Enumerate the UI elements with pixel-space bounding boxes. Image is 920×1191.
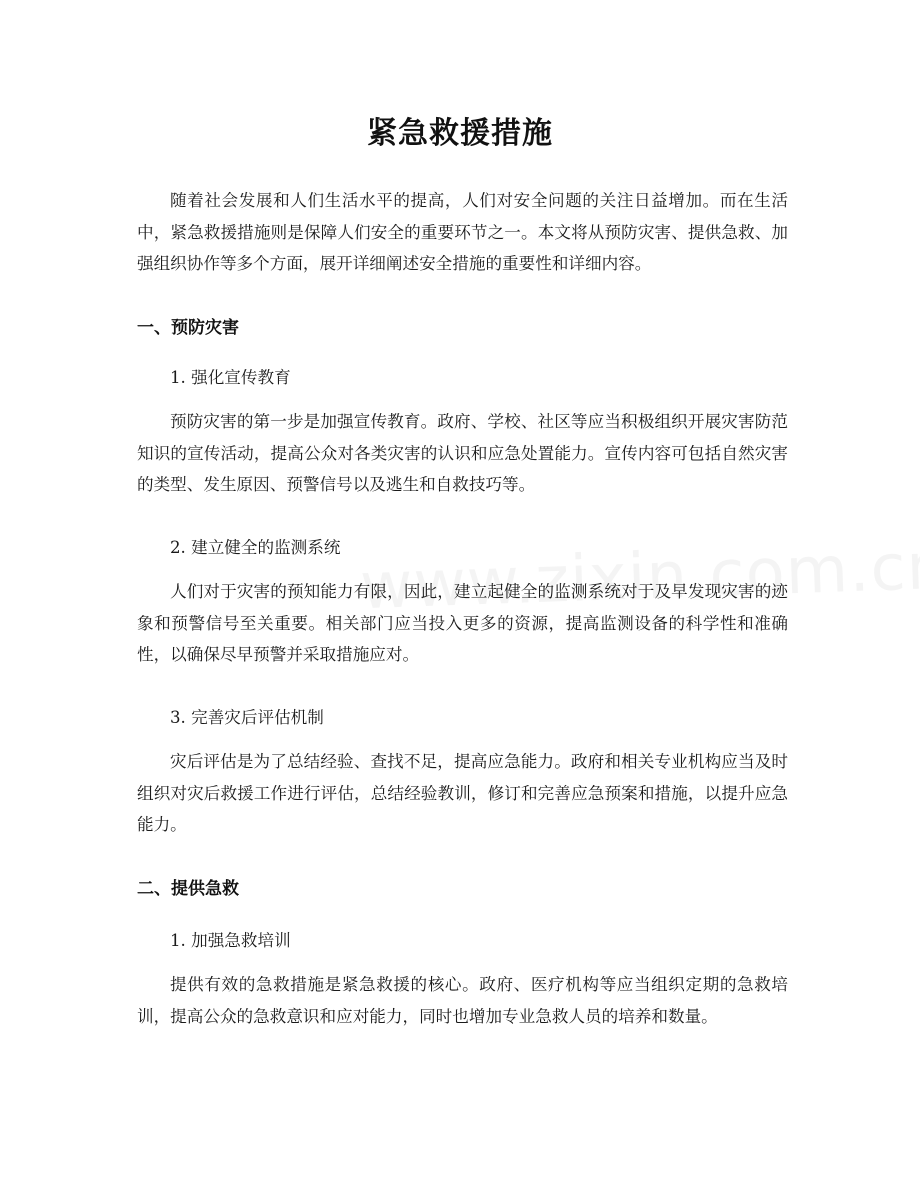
subheading-assessment: 3. 完善灾后评估机制 <box>170 708 324 727</box>
subheading-monitoring: 2. 建立健全的监测系统 <box>170 538 341 557</box>
intro-paragraph: 随着社会发展和人们生活水平的提高，人们对安全问题的关注日益增加。而在生活中，紧急救援措施则是保障人们安全的重要环节之一。本文将从预防灾害、提供急救、加强组织协作等多个方面，展开详细阐述安全措施的重要性和详细内容。 <box>137 191 788 273</box>
subheading-training: 1. 加强急救培训 <box>170 931 291 950</box>
paragraph-monitoring: 人们对于灾害的预知能力有限，因此，建立起健全的监测系统对于及早发现灾害的迹象和预警信号至关重要。相关部门应当投入更多的资源，提高监测设备的科学性和准确性，以确保尽早预警并采取措施应对。 <box>137 582 788 664</box>
paragraph-publicity: 预防灾害的第一步是加强宣传教育。政府、学校、社区等应当积极组织开展灾害防范知识的宣传活动，提高公众对各类灾害的认识和应急处置能力。宣传内容可包括自然灾害的类型、发生原因、预警信号以及逃生和自救技巧等。 <box>137 412 788 494</box>
subheading-publicity: 1. 强化宣传教育 <box>170 368 291 387</box>
paragraph-assessment: 灾后评估是为了总结经验、查找不足，提高应急能力。政府和相关专业机构应当及时组织对灾后救援工作进行评估，总结经验教训，修订和完善应急预案和措施，以提升应急能力。 <box>137 752 788 834</box>
section-heading-prevent: 一、预防灾害 <box>137 318 239 338</box>
document-title: 紧急救援措施 <box>367 116 553 151</box>
section-heading-first-aid: 二、提供急救 <box>137 879 239 899</box>
paragraph-training: 提供有效的急救措施是紧急救援的核心。政府、医疗机构等应当组织定期的急救培训，提高公众的急救意识和应对能力，同时也增加专业急救人员的培养和数量。 <box>137 975 788 1026</box>
